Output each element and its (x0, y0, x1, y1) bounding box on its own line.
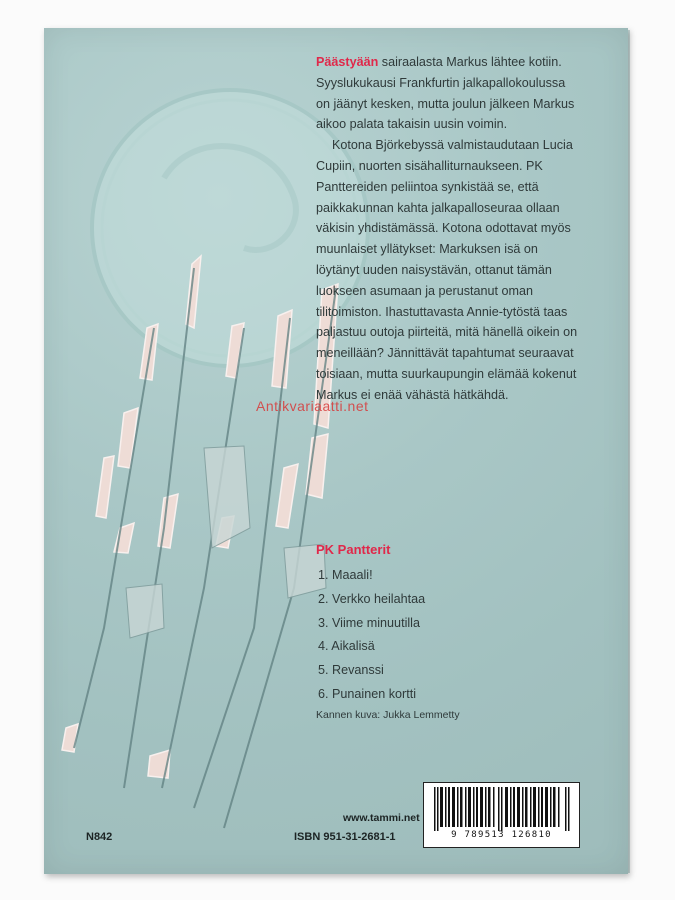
product-code: N842 (86, 831, 113, 843)
series-book-item: 3. Viime minuutilla (318, 615, 420, 630)
series-book-item: 5. Revanssi (318, 663, 384, 678)
series-book-item: 2. Verkko heilahtaa (318, 591, 426, 606)
series-book-item: 4. Aikalisä (318, 639, 375, 654)
isbn-number: ISBN 951-31-2681-1 (294, 831, 396, 843)
watermark-text: Antikvariaatti.net (256, 398, 369, 414)
series-book-list (318, 564, 425, 707)
publisher-website: www.tammi.net (343, 812, 420, 824)
barcode-bars-icon (434, 787, 570, 831)
barcode-digits: 9 789513 126810 (451, 830, 552, 840)
cover-credit: Kannen kuva: Jukka Lemmetty (316, 709, 460, 721)
barcode (423, 782, 580, 848)
series-book-item: 6. Punainen kortti (318, 686, 417, 701)
series-title: PK Pantterit (316, 542, 391, 557)
blurb-lead-word: Päästyään (316, 55, 379, 69)
blurb-paragraph-1 (316, 52, 578, 135)
back-cover-blurb (316, 52, 578, 406)
series-book-item: 1. Maaali! (318, 568, 373, 582)
blurb-paragraph-1-text: sairaalasta Markus lähtee kotiin. Syyslukukausi Frankfurtin jalkapallokoulussa on jäänyt kesken, mutta joulun jälkeen Markus aikoo palata takaisin uusin voimin. (316, 55, 575, 132)
blurb-paragraph-2: Kotona Björkebyssä valmistaudutaan Lucia Cupiin, nuorten sisähalliturnaukseen. PK Panttereiden peliintoa synkistää se, että paikkakunnan kahta jalkapalloseuraa ollaan väkisin yhdistämässä. Kotona odottavat myös muunlaiset yllätykset: Markuksen isä on löytänyt uuden naisystävän, ottanut tämän luokseen asumaan ja perustanut oman tilitoimiston. Ihastuttavasta Annie-tytöstä taas paljastuu outoja piirteitä, mitä hänellä oikein on meneillään? Jännittävät tapahtumat seuraavat toisiaan, mutta suurkaupungin elämää kokenut Markus ei enää vähästä hätkähdä. (316, 138, 578, 402)
